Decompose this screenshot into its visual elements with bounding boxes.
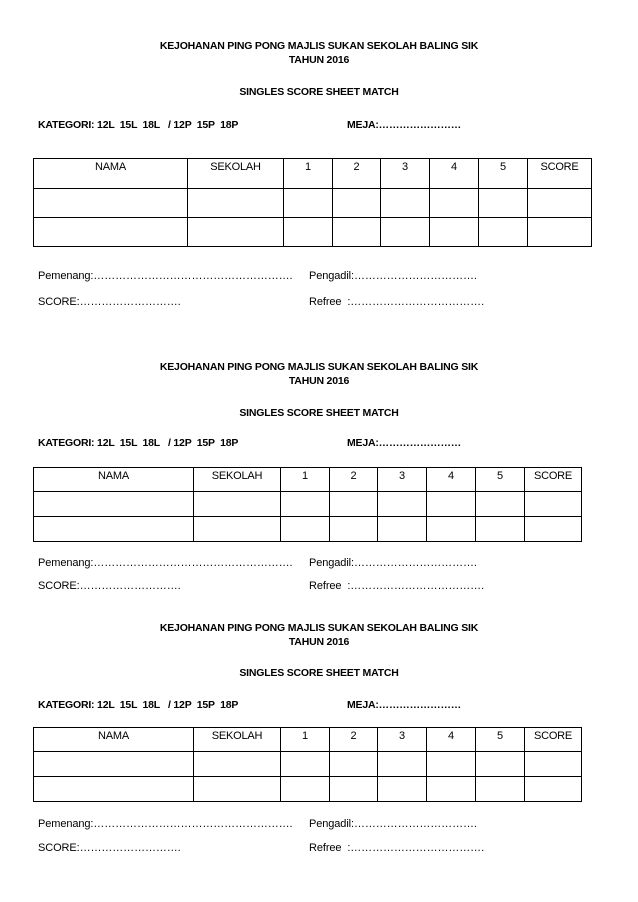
cell-sekolah[interactable]: [194, 777, 281, 802]
cell-set-3[interactable]: [378, 777, 427, 802]
sheet-subtitle: SINGLES SCORE SHEET MATCH: [239, 86, 399, 98]
pengadil-field: Pengadil:…………………………….: [309, 557, 477, 569]
cell-set-2[interactable]: [330, 777, 378, 802]
cell-set-1[interactable]: [281, 752, 330, 777]
kategori-label: KATEGORI: 12L 15L 18L / 12P 15P 18P: [38, 119, 239, 131]
header-set-1: 1: [281, 468, 330, 492]
pemenang-field: Pemenang:……………………………………………….: [38, 557, 293, 569]
pengadil-field: Pengadil:…………………………….: [309, 818, 477, 830]
kategori-label: KATEGORI: 12L 15L 18L / 12P 15P 18P: [38, 437, 239, 449]
header-sekolah: SEKOLAH: [194, 468, 281, 492]
player-row: [34, 777, 582, 802]
event-title-line1: KEJOHANAN PING PONG MAJLIS SUKAN SEKOLAH BALING SIK: [159, 361, 479, 373]
header-set-3: 3: [381, 159, 430, 189]
header-set-4: 4: [427, 728, 476, 752]
refree-field: Refree :……………………………….: [309, 296, 485, 308]
cell-set-4[interactable]: [427, 777, 476, 802]
header-set-5: 5: [476, 468, 525, 492]
sheet-subtitle: SINGLES SCORE SHEET MATCH: [239, 667, 399, 679]
header-nama: NAMA: [34, 728, 194, 752]
cell-set-5[interactable]: [476, 777, 525, 802]
header-nama: NAMA: [34, 468, 194, 492]
header-set-5: 5: [479, 159, 528, 189]
event-title-line2: TAHUN 2016: [288, 375, 350, 387]
score-field: SCORE:……………………….: [38, 580, 181, 592]
refree-field: Refree :……………………………….: [309, 580, 485, 592]
header-sekolah: SEKOLAH: [188, 159, 284, 189]
player-row: [34, 752, 582, 777]
header-set-2: 2: [333, 159, 381, 189]
cell-set-2[interactable]: [330, 752, 378, 777]
event-title: [0, 621, 638, 649]
header-set-2: 2: [330, 728, 378, 752]
pengadil-field: Pengadil:…………………………….: [309, 270, 477, 282]
cell-set-4[interactable]: [427, 752, 476, 777]
header-set-4: 4: [427, 468, 476, 492]
header-set-2: 2: [330, 468, 378, 492]
kategori-label: KATEGORI: 12L 15L 18L / 12P 15P 18P: [38, 699, 239, 711]
event-title-line2: TAHUN 2016: [288, 636, 350, 648]
cell-score[interactable]: [525, 752, 582, 777]
header-set-5: 5: [476, 728, 525, 752]
pemenang-field: Pemenang:……………………………………………….: [38, 270, 293, 282]
pemenang-field: Pemenang:……………………………………………….: [38, 818, 293, 830]
meja-label: MEJA:……………………: [347, 437, 462, 449]
cell-set-1[interactable]: [281, 777, 330, 802]
cell-nama[interactable]: [34, 752, 194, 777]
sheet-subtitle: SINGLES SCORE SHEET MATCH: [239, 407, 399, 419]
event-title-line2: TAHUN 2016: [288, 54, 350, 66]
refree-field: Refree :……………………………….: [309, 842, 485, 854]
cell-sekolah[interactable]: [194, 752, 281, 777]
score-table: [33, 727, 582, 802]
header-set-1: 1: [281, 728, 330, 752]
header-score: SCORE: [525, 728, 582, 752]
header-set-3: 3: [378, 468, 427, 492]
score-field: SCORE:……………………….: [38, 296, 181, 308]
meja-label: MEJA:……………………: [347, 699, 462, 711]
header-score: SCORE: [528, 159, 592, 189]
event-title-line1: KEJOHANAN PING PONG MAJLIS SUKAN SEKOLAH BALING SIK: [159, 622, 479, 634]
header-set-1: 1: [284, 159, 333, 189]
header-set-4: 4: [430, 159, 479, 189]
header-sekolah: SEKOLAH: [194, 728, 281, 752]
header-set-3: 3: [378, 728, 427, 752]
score-field: SCORE:……………………….: [38, 842, 181, 854]
cell-nama[interactable]: [34, 777, 194, 802]
table-header-row: [34, 728, 582, 752]
cell-score[interactable]: [525, 777, 582, 802]
cell-set-5[interactable]: [476, 752, 525, 777]
meja-label: MEJA:……………………: [347, 119, 462, 131]
event-title-line1: KEJOHANAN PING PONG MAJLIS SUKAN SEKOLAH BALING SIK: [159, 40, 479, 52]
cell-set-3[interactable]: [378, 752, 427, 777]
header-nama: NAMA: [34, 159, 188, 189]
header-score: SCORE: [525, 468, 582, 492]
